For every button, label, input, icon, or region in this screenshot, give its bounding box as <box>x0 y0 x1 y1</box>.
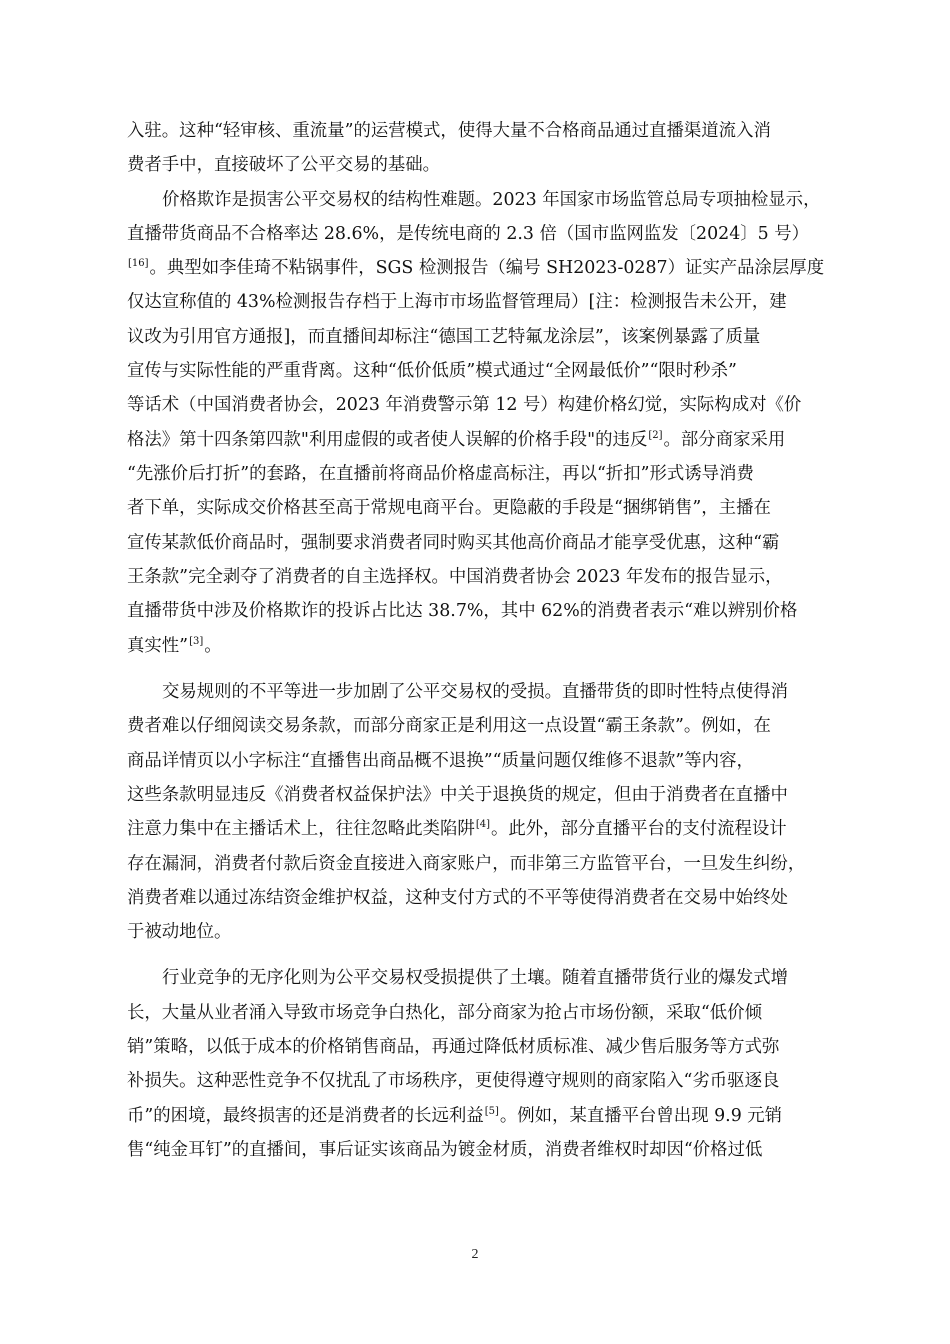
line-text: 议改为引用官方通报]，而直播间却标注“德国工艺特氟龙涂层”，该案例暴露了质量 <box>127 327 761 347</box>
citation-ref[interactable]: [4] <box>475 819 490 830</box>
citation-ref[interactable]: [5] <box>484 1106 499 1117</box>
line-text: 售“纯金耳钉”的直播间，事后证实该商品为镀金材质，消费者维权时却因“价格过低 <box>127 1140 763 1160</box>
line-text: 商品详情页以小字标注“直播售出商品概不退换”“质量问题仅维修不退款”等内容， <box>127 751 754 771</box>
text-line <box>0 817 950 841</box>
line-text: 补损失。这种恶性竞争不仅扰乱了市场秩序，更使得遵守规则的商家陷入“劣币驱逐良 <box>127 1071 780 1091</box>
line-text: 费者难以仔细阅读交易条款，而部分商家正是利用这一点设置“霸王条款”。例如，在 <box>127 716 771 736</box>
line-text: 币”的困境，最终损害的还是消费者的长远利益 <box>127 1106 484 1126</box>
text-line <box>0 886 950 910</box>
text-line <box>0 325 950 349</box>
text-line <box>0 496 950 520</box>
text-line <box>0 1138 950 1162</box>
text-line <box>0 428 950 452</box>
line-text: 这些条款明显违反《消费者权益保护法》中关于退换货的规定，但由于消费者在直播中 <box>127 785 788 805</box>
text-line <box>0 920 950 944</box>
text-line <box>0 783 950 807</box>
line-text: 长，大量从业者涌入导致市场竞争白热化，部分商家为抢占市场份额，采取“低价倾 <box>127 1003 762 1023</box>
line-text: 。例如，某直播平台曾出现 9.9 元销 <box>499 1106 783 1126</box>
text-line <box>0 222 950 246</box>
line-text: 仅达宣称值的 43%检测报告存档于上海市市场监督管理局）[注：检测报告未公开，建 <box>127 292 787 312</box>
text-line <box>0 153 950 177</box>
text-line <box>0 1035 950 1059</box>
line-text: 。部分商家采用 <box>663 430 786 450</box>
line-text: 消费者难以通过冻结资金维护权益，这种支付方式的不平等使得消费者在交易中始终处 <box>127 888 788 908</box>
paragraph-first-line <box>0 966 950 990</box>
text-line <box>0 119 950 143</box>
text-line <box>0 359 950 383</box>
line-text: 费者手中，直接破坏了公平交易的基础。 <box>127 155 441 175</box>
line-text: 王条款”完全剥夺了消费者的自主选择权。中国消费者协会 2023 年发布的报告显示， <box>127 567 783 587</box>
text-line <box>0 1104 950 1128</box>
line-text: 交易规则的不平等进一步加剧了公平交易权的受损。直播带货的即时性特点使得消 <box>162 682 789 702</box>
line-text: 价格欺诈是损害公平交易权的结构性难题。2023 年国家市场监管总局专项抽检显示， <box>162 190 821 210</box>
line-text: 格法》第十四条第四款"利用虚假的或者使人误解的价格手段"的违反 <box>127 430 648 450</box>
text-line <box>0 852 950 876</box>
line-text: 存在漏洞，消费者付款后资金直接进入商家账户，而非第三方监管平台，一旦发生纠纷， <box>127 854 806 874</box>
line-text: 宣传与实际性能的严重背离。这种“低价低质”模式通过“全网最低价”“限时秒杀” <box>127 361 737 381</box>
text-line <box>0 256 950 280</box>
line-text: 销”策略，以低于成本的价格销售商品，再通过降低材质标准、减少售后服务等方式弥 <box>127 1037 780 1057</box>
text-line <box>0 714 950 738</box>
line-text: 直播带货商品不合格率达 28.6%，是传统电商的 2.3 倍（国市监网监发〔2024〕5 号） <box>127 224 810 244</box>
text-line <box>0 1001 950 1025</box>
text-line <box>0 290 950 314</box>
paragraph-first-line <box>0 680 950 704</box>
text-line <box>0 749 950 773</box>
text-line <box>0 531 950 555</box>
line-text: 。此外，部分直播平台的支付流程设计 <box>491 819 787 839</box>
citation-ref[interactable]: [16] <box>128 258 149 269</box>
text-line <box>0 1069 950 1093</box>
text-line <box>0 599 950 623</box>
text-line <box>0 565 950 589</box>
text-line <box>0 393 950 417</box>
page-number: 2 <box>471 1247 479 1262</box>
line-text: 行业竞争的无序化则为公平交易权受损提供了土壤。随着直播带货行业的爆发式增 <box>162 968 789 988</box>
line-text: 注意力集中在主播话术上，往往忽略此类陷阱 <box>127 819 475 839</box>
line-text: “先涨价后打折”的套路，在直播前将商品价格虚高标注，再以“折扣”形式诱导消费 <box>127 464 754 484</box>
line-text: 入驻。这种“轻审核、重流量”的运营模式，使得大量不合格商品通过直播渠道流入消 <box>127 121 771 141</box>
citation-ref[interactable]: [2] <box>648 430 663 441</box>
line-text: 等话术（中国消费者协会，2023 年消费警示第 12 号）构建价格幻觉，实际构成对《价 <box>127 395 802 415</box>
line-text: 。典型如李佳琦不粘锅事件，SGS 检测报告（编号 SH2023-0287）证实产品涂层厚度 <box>149 258 825 278</box>
line-text: 。 <box>204 636 222 656</box>
line-text: 宣传某款低价商品时，强制要求消费者同时购买其他高价商品才能享受优惠，这种“霸 <box>127 533 780 553</box>
line-text: 者下单，实际成交价格甚至高于常规电商平台。更隐蔽的手段是“捆绑销售”，主播在 <box>127 498 771 518</box>
text-line <box>0 634 950 658</box>
text-line <box>0 462 950 486</box>
line-text: 直播带货中涉及价格欺诈的投诉占比达 38.7%，其中 62%的消费者表示“难以辨别价格 <box>127 601 798 621</box>
citation-ref[interactable]: [3] <box>189 636 204 647</box>
paragraph-first-line <box>0 188 950 212</box>
line-text: 真实性” <box>127 636 189 656</box>
line-text: 于被动地位。 <box>127 922 232 942</box>
